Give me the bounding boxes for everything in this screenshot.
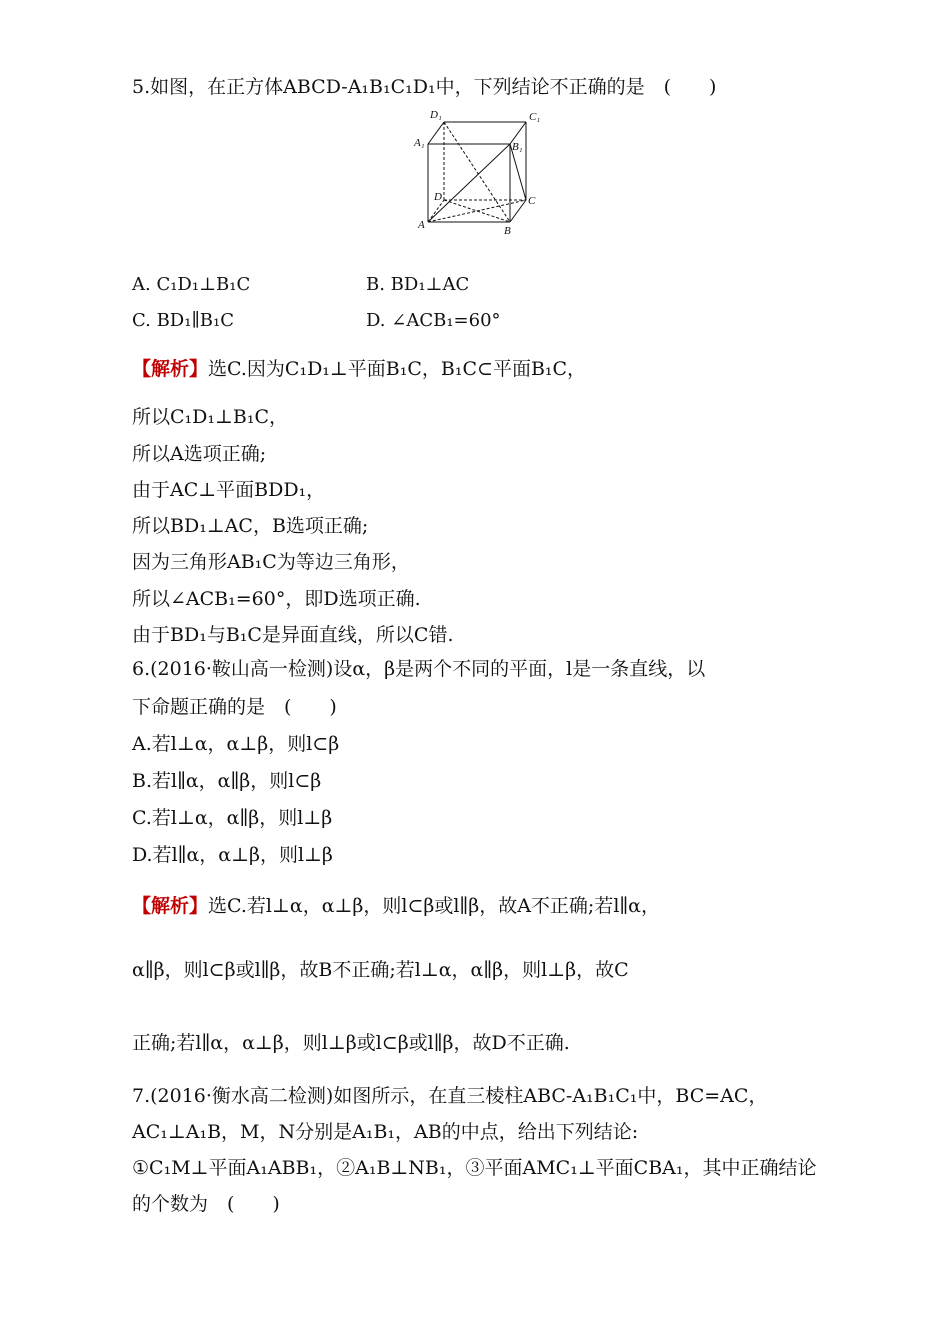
q5-analysis-first: 选C.因为C₁D₁⊥平面B₁C，B₁C⊂平面B₁C， <box>208 358 587 380</box>
label-b: B <box>504 225 511 236</box>
label-a1: A₁ <box>414 137 425 149</box>
cube-figure <box>408 106 548 236</box>
label-a: A <box>418 219 425 231</box>
q5-option-b: B. BD₁⊥AC <box>366 274 470 295</box>
q6-analysis-line1 <box>132 893 660 919</box>
q6-analysis-text1: 选C.若l⊥α，α⊥β，则l⊂β或l∥β，故A不正确;若l∥α， <box>208 895 660 917</box>
q5-analysis-line: 因为三角形AB₁C为等边三角形， <box>132 551 410 573</box>
q7-line3: ①C₁M⊥平面A₁ABB₁，②A₁B⊥NB₁，③平面AMC₁⊥平面CBA₁，其中正确结论 <box>132 1157 817 1179</box>
q5-option-c: C. BD₁∥B₁C <box>132 310 234 331</box>
q6-option: B.若l∥α，α∥β，则l⊂β <box>132 770 322 792</box>
q6-option: D.若l∥α，α⊥β，则l⊥β <box>132 844 333 866</box>
q5-stem: 5.如图，在正方体ABCD-A₁B₁C₁D₁中，下列结论不正确的是 ( ) <box>132 76 717 98</box>
q6-stem-line1: 6.(2016·鞍山高一检测)设α，β是两个不同的平面，l是一条直线，以 <box>132 658 706 680</box>
q5-analysis-line: 所以C₁D₁⊥B₁C， <box>132 406 288 428</box>
q5-analysis-line: 所以∠ACB₁=60°，即D选项正确. <box>132 588 421 610</box>
q5-analysis-line: 所以A选项正确; <box>132 443 267 465</box>
q6-option: C.若l⊥α，α∥β，则l⊥β <box>132 807 333 829</box>
q7-line2: AC₁⊥A₁B，M，N分别是A₁B₁，AB的中点，给出下列结论: <box>132 1121 639 1143</box>
q5-analysis-line: 由于BD₁与B₁C是异面直线，所以C错. <box>132 624 454 646</box>
analysis-tag: 【解析】 <box>132 358 209 380</box>
q6-analysis-line2: α∥β，则l⊂β或l∥β，故B不正确;若l⊥α，α∥β，则l⊥β，故C <box>132 959 629 981</box>
q7-line4: 的个数为 ( ) <box>132 1193 280 1215</box>
label-d: D <box>434 191 442 203</box>
q6-analysis-line3: 正确;若l∥α，α⊥β，则l⊥β或l⊂β或l∥β，故D不正确. <box>132 1032 570 1054</box>
label-d1: D₁ <box>430 109 442 121</box>
q7-line1: 7.(2016·衡水高二检测)如图所示，在直三棱柱ABC-A₁B₁C₁中，BC=AC， <box>132 1085 768 1107</box>
q6-stem-line2: 下命题正确的是 ( ) <box>132 696 337 718</box>
label-c: C <box>528 195 536 207</box>
q5-analysis-line: 由于AC⊥平面BDD₁， <box>132 479 326 501</box>
analysis-tag: 【解析】 <box>132 895 209 917</box>
q6-option: A.若l⊥α，α⊥β，则l⊂β <box>132 733 340 755</box>
q5-option-d: D. ∠ACB₁=60° <box>366 310 501 331</box>
q5-option-a: A. C₁D₁⊥B₁C <box>132 274 251 295</box>
label-c1: C₁ <box>529 111 541 123</box>
q5-analysis-first-line <box>132 356 586 382</box>
label-b1: B₁ <box>512 141 523 153</box>
q5-analysis-line: 所以BD₁⊥AC，B选项正确; <box>132 515 369 537</box>
